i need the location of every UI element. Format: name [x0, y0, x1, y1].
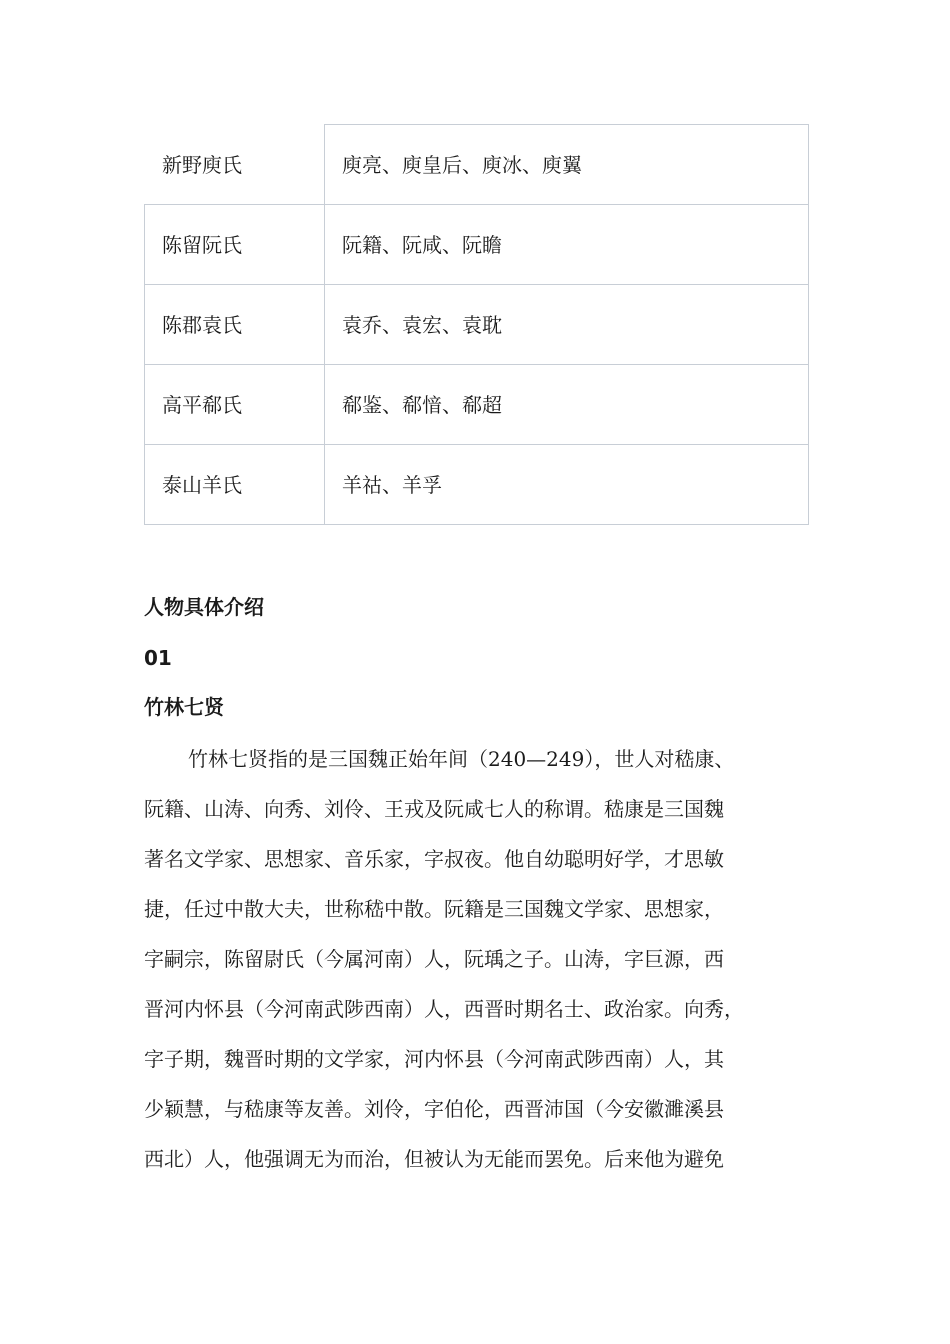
paragraph-line: 阮籍、山涛、向秀、刘伶、王戎及阮咸七人的称谓。嵇康是三国魏 — [144, 797, 724, 821]
table-row — [145, 205, 809, 285]
paragraph-line: 竹林七贤指的是三国魏正始年间（240—249），世人对嵇康、 — [188, 747, 735, 771]
table-row — [145, 125, 809, 205]
paragraph-line: 少颖慧，与嵇康等友善。刘伶，字伯伦，西晋沛国（今安徽濉溪县 — [144, 1097, 724, 1121]
clan-name-cell: 陈郡袁氏 — [145, 285, 325, 365]
paragraph-line: 字嗣宗，陈留尉氏（今属河南）人，阮瑀之子。山涛，字巨源，西 — [144, 947, 724, 971]
clan-name-cell: 高平郗氏 — [145, 365, 325, 445]
clan-members-cell: 袁乔、袁宏、袁耽 — [325, 285, 809, 365]
clan-name-cell: 新野庾氏 — [145, 125, 325, 205]
paragraph-line: 捷，任过中散大夫，世称嵇中散。阮籍是三国魏文学家、思想家， — [144, 897, 724, 921]
paragraph-line: 字子期，魏晋时期的文学家，河内怀县（今河南武陟西南）人，其 — [144, 1047, 724, 1071]
table-row — [145, 285, 809, 365]
clan-members-table — [144, 124, 809, 525]
paragraph-line: 晋河内怀县（今河南武陟西南）人，西晋时期名士、政治家。向秀， — [144, 997, 744, 1021]
section-heading: 人物具体介绍 — [144, 595, 264, 619]
clan-name-cell: 泰山羊氏 — [145, 445, 325, 525]
clan-members-cell: 庾亮、庾皇后、庾冰、庾翼 — [325, 125, 809, 205]
clan-members-cell: 阮籍、阮咸、阮瞻 — [325, 205, 809, 285]
clan-name-cell: 陈留阮氏 — [145, 205, 325, 285]
table-row — [145, 365, 809, 445]
table-row — [145, 445, 809, 525]
paragraph-line: 西北）人，他强调无为而治，但被认为无能而罢免。后来他为避免 — [144, 1147, 724, 1171]
paragraph-line: 著名文学家、思想家、音乐家，字叔夜。他自幼聪明好学，才思敏 — [144, 847, 724, 871]
clan-members-cell: 郗鉴、郗愔、郗超 — [325, 365, 809, 445]
section-number: 01 — [144, 646, 172, 670]
clan-members-cell: 羊祜、羊孚 — [325, 445, 809, 525]
body-paragraph — [144, 734, 808, 1184]
section-title: 竹林七贤 — [144, 695, 224, 719]
